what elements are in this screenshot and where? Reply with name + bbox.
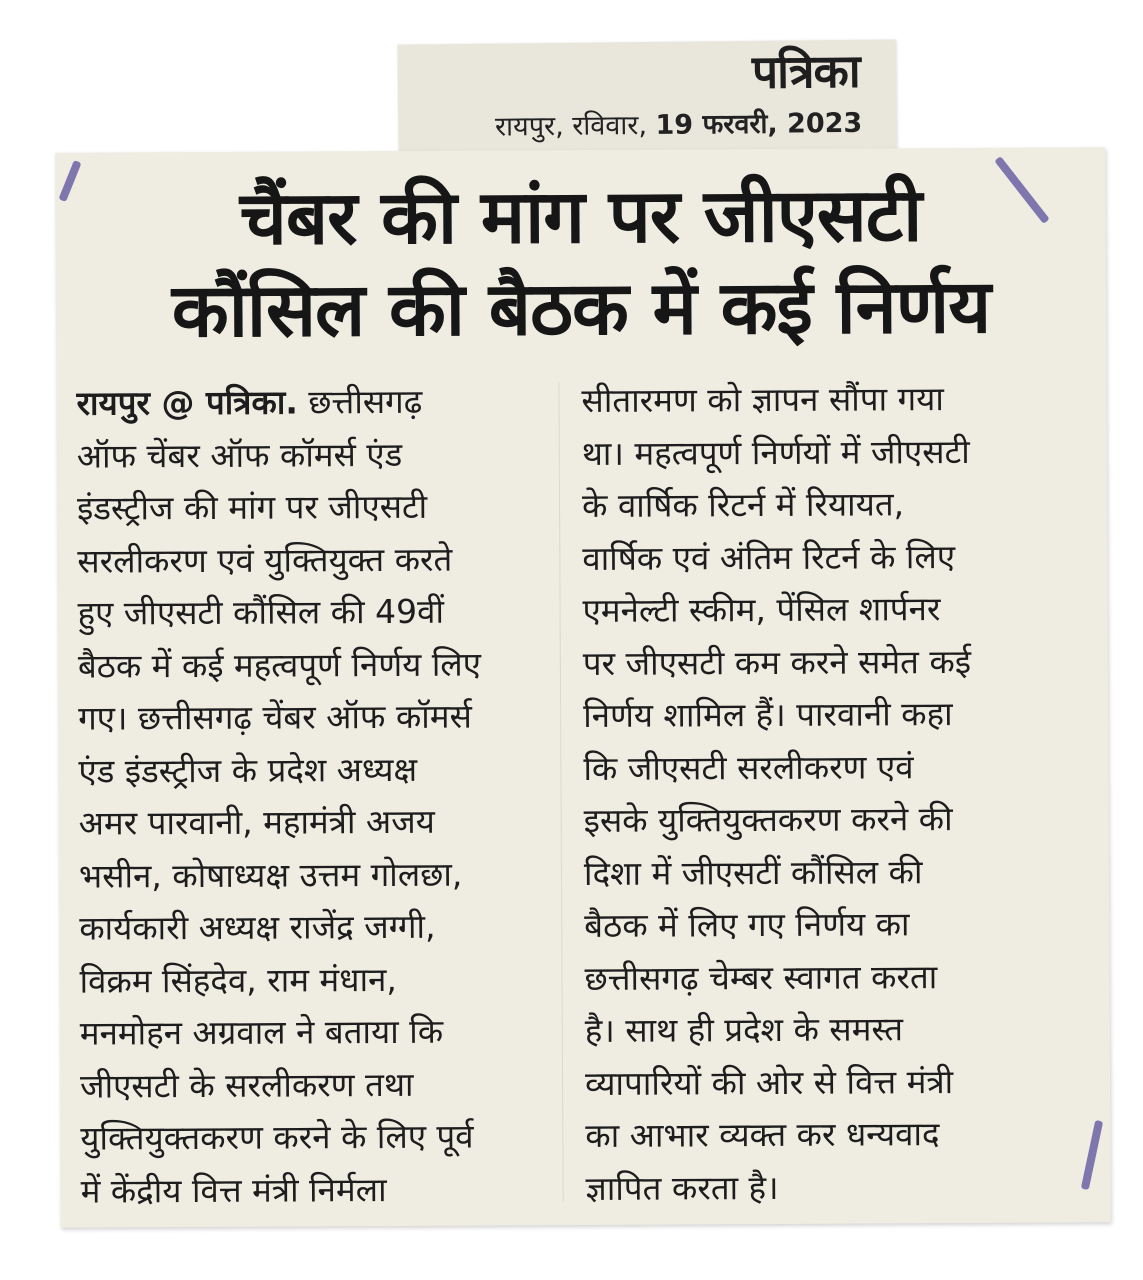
body-line: सरलीकरण एवं युक्तियुक्त करते (77, 539, 453, 581)
column-divider (558, 382, 563, 1202)
body-line: विक्रम सिंहदेव, राम मंधान, (79, 959, 397, 1001)
body-line: दिशा में जीएसटीं कौंसिल की (583, 851, 923, 893)
body-line: में केंद्रीय वित्त मंत्री निर्मला (80, 1169, 387, 1211)
body-line: एमनेल्टी स्कीम, पेंसिल शार्पनर (582, 589, 941, 631)
headline-line-2: कौंसिल की बैठक में कई निर्णय (171, 263, 991, 355)
body-line: मनमोहन अग्रवाल ने बताया कि (79, 1011, 444, 1053)
dateline-place-day: रायपुर, रविवार, (494, 109, 656, 143)
body-line: गए। छत्तीसगढ़ चेंबर ऑफ कॉमर्स (78, 696, 472, 738)
headline-line-2-wrap (56, 263, 1106, 355)
headline-line-1: चैंबर की मांग पर जीएसटी (239, 172, 922, 262)
body-line: के वार्षिक रिटर्न में रियायत, (581, 484, 905, 526)
newspaper-name: पत्रिका (751, 43, 860, 99)
headline-line-1-wrap (55, 172, 1105, 262)
body-line: ज्ञापित करता है। (585, 1167, 779, 1208)
edition-dateline (494, 107, 863, 143)
body-line: अमर पारवानी, महामंत्री अजय (78, 801, 435, 843)
body-line: इसके युक्तियुक्तकरण करने की (583, 799, 953, 840)
body-line (76, 375, 546, 430)
dateline-date: 19 फरवरी, 2023 (655, 107, 863, 141)
body-line-text: छत्तीसगढ़ (297, 381, 423, 422)
article-clipping (55, 147, 1111, 1227)
body-line: सीतारमण को ज्ञापन सौंपा गया (581, 379, 944, 421)
body-line: बैठक में कई महत्वपूर्ण निर्णय लिए (77, 644, 482, 686)
body-line: एंड इंडस्ट्रीज के प्रदेश अध्यक्ष (78, 749, 418, 791)
body-line: व्यापारियों की ओर से वित्त मंत्री (584, 1061, 954, 1103)
body-line: कि जीएसटी सरलीकरण एवं (583, 746, 914, 788)
body-line: है। साथ ही प्रदेश के समस्त (584, 1009, 904, 1050)
body-line: निर्णय शामिल हैं। पारवानी कहा (583, 694, 953, 735)
body-line: इंडस्ट्रीज की मांग पर जीएसटी (76, 486, 428, 528)
article-column-1 (76, 375, 550, 1217)
body-line: हुए जीएसटी कौंसिल की 49वीं (77, 591, 445, 633)
body-line: पर जीएसटी कम करने समेत कई (582, 641, 972, 683)
body-line: छत्तीसगढ़ चेम्बर स्वागत करता (584, 956, 938, 998)
body-line: था। महत्वपूर्ण निर्णयों में जीएसटी (581, 431, 970, 473)
body-line: बैठक में लिए गए निर्णय का (584, 904, 910, 945)
body-line: जीएसटी के सरलीकरण तथा (79, 1064, 414, 1106)
body-line: का आभार व्यक्त कर धन्यवाद (585, 1114, 940, 1155)
body-line: कार्यकारी अध्यक्ष राजेंद्र जग्गी, (79, 906, 436, 948)
body-line: ऑफ चेंबर ऑफ कॉमर्स एंड (76, 434, 403, 476)
article-column-2 (581, 373, 1055, 1215)
masthead-clipping (397, 39, 896, 166)
body-line: युक्तियुक्तकरण करने के लिए पूर्व (80, 1116, 474, 1158)
body-line: भसीन, कोषाध्यक्ष उत्तम गोलछा, (78, 854, 463, 896)
body-line: वार्षिक एवं अंतिम रिटर्न के लिए (582, 536, 956, 578)
story-dateline: रायपुर @ पत्रिका. (76, 382, 298, 423)
